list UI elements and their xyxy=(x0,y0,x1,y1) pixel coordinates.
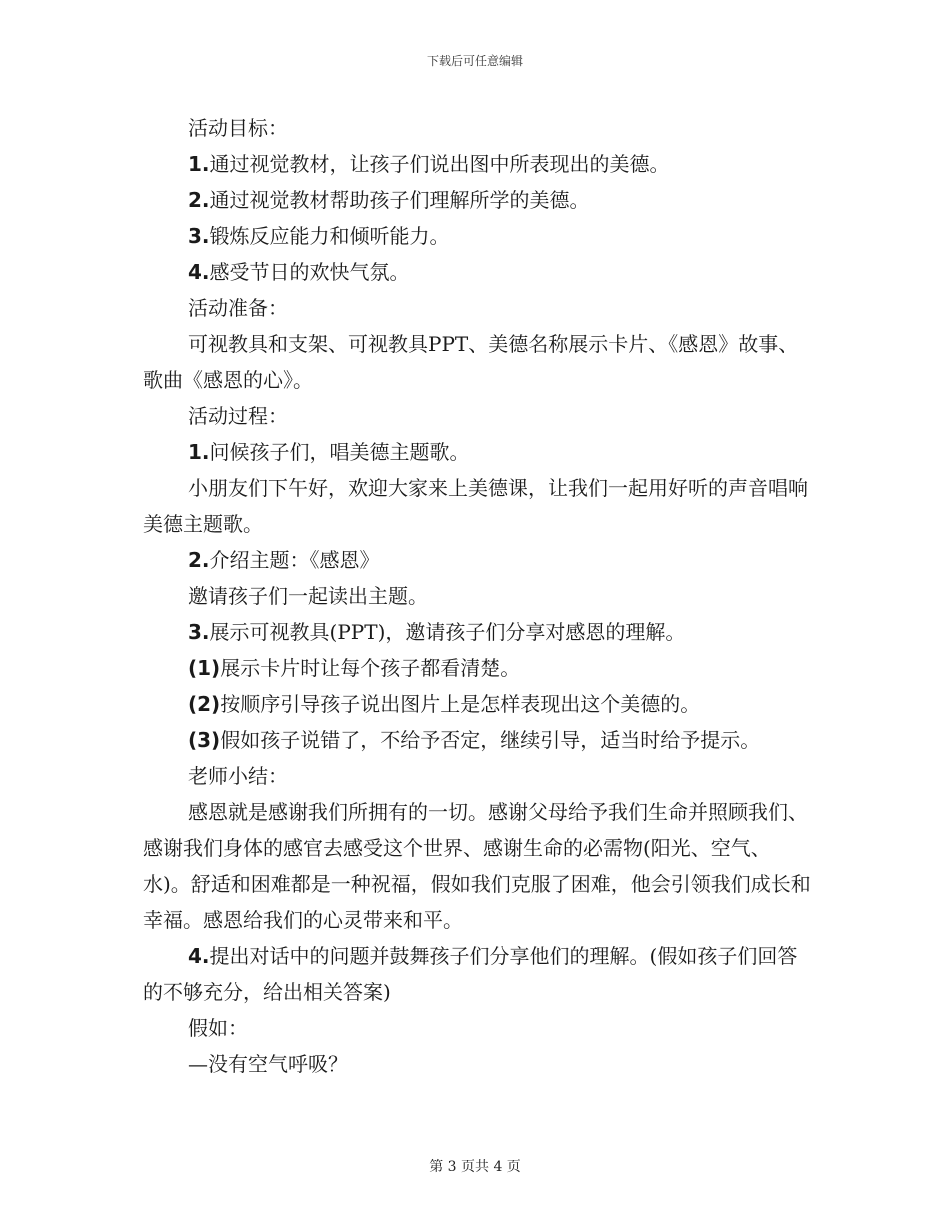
paragraph xyxy=(143,722,813,758)
paragraph xyxy=(143,146,813,182)
item-number: 3. xyxy=(188,620,210,644)
paragraph-text: 介绍主题：《感恩》 xyxy=(209,548,380,572)
item-number: 3. xyxy=(188,224,210,248)
paragraph xyxy=(143,290,813,326)
paragraph-text: 展示可视教具(PPT)，邀请孩子们分享对感恩的理解。 xyxy=(209,620,686,644)
paragraph xyxy=(143,758,813,794)
paragraph-text: 感恩就是感谢我们所拥有的一切。感谢父母给予我们生命并照顾我们、感谢我们身体的感官去感受这个世界、感谢生命的必需物(阳光、空气、水)。舒适和困难都是一种祝福，假如我们克服了困难，他会引领我们成长和幸福。感恩给我们的心灵带来和平。 xyxy=(143,800,811,932)
paragraph-text: 展示卡片时让每个孩子都看清楚。 xyxy=(220,656,521,680)
paragraph-text: 假如： xyxy=(188,1016,248,1040)
paragraph xyxy=(143,542,813,578)
paragraph-text: 假如孩子说错了，不给予否定，继续引导，适当时给予提示。 xyxy=(220,728,761,752)
paragraph-text: 提出对话中的问题并鼓舞孩子们分享他们的理解。(假如孩子们回答的不够充分，给出相关答案) xyxy=(143,944,798,1004)
paragraph xyxy=(143,686,813,722)
paragraph-text: 活动准备： xyxy=(188,296,288,320)
paragraph-text: 可视教具和支架、可视教具PPT、美德名称展示卡片、《感恩》故事、歌曲《感恩的心》。 xyxy=(143,332,799,392)
paragraph xyxy=(143,254,813,290)
item-number: (1) xyxy=(188,656,221,680)
page-header: 下载后可任意编辑 xyxy=(426,54,523,68)
paragraph xyxy=(143,326,813,398)
paragraph-text: 老师小结： xyxy=(188,764,288,788)
item-number: (2) xyxy=(188,692,221,716)
paragraph xyxy=(143,614,813,650)
paragraph-text: 邀请孩子们一起读出主题。 xyxy=(188,584,428,608)
paragraph xyxy=(143,794,813,938)
item-number: 1. xyxy=(188,152,210,176)
paragraph xyxy=(143,470,813,542)
item-number: 4. xyxy=(188,944,210,968)
page-footer: 第 3 页共 4 页 xyxy=(429,1159,521,1175)
paragraph-text: 活动目标： xyxy=(188,116,288,140)
item-number: 1. xyxy=(188,440,210,464)
paragraph-text: 通过视觉教材，让孩子们说出图中所表现出的美德。 xyxy=(209,152,670,176)
paragraph xyxy=(143,1046,813,1082)
paragraph xyxy=(143,218,813,254)
paragraph xyxy=(143,182,813,218)
paragraph xyxy=(143,434,813,470)
paragraph xyxy=(143,938,813,1010)
item-number: 2. xyxy=(188,548,210,572)
paragraph-text: 按顺序引导孩子说出图片上是怎样表现出这个美德的。 xyxy=(220,692,701,716)
item-number: (3) xyxy=(188,728,221,752)
paragraph-text: 锻炼反应能力和倾听能力。 xyxy=(209,224,450,248)
paragraph-text: 问候孩子们，唱美德主题歌。 xyxy=(209,440,470,464)
item-number: 2. xyxy=(188,188,210,212)
paragraph-text: 小朋友们下午好，欢迎大家来上美德课，让我们一起用好听的声音唱响美德主题歌。 xyxy=(143,476,808,536)
paragraph-text: —没有空气呼吸？ xyxy=(188,1052,348,1076)
paragraph xyxy=(143,1010,813,1046)
paragraph xyxy=(143,578,813,614)
paragraph-text: 通过视觉教材帮助孩子们理解所学的美德。 xyxy=(209,188,590,212)
document-body xyxy=(143,110,813,1082)
item-number: 4. xyxy=(188,260,210,284)
paragraph xyxy=(143,398,813,434)
paragraph xyxy=(143,650,813,686)
paragraph-text: 感受节日的欢快气氛。 xyxy=(209,260,410,284)
paragraph xyxy=(143,110,813,146)
paragraph-text: 活动过程： xyxy=(188,404,288,428)
